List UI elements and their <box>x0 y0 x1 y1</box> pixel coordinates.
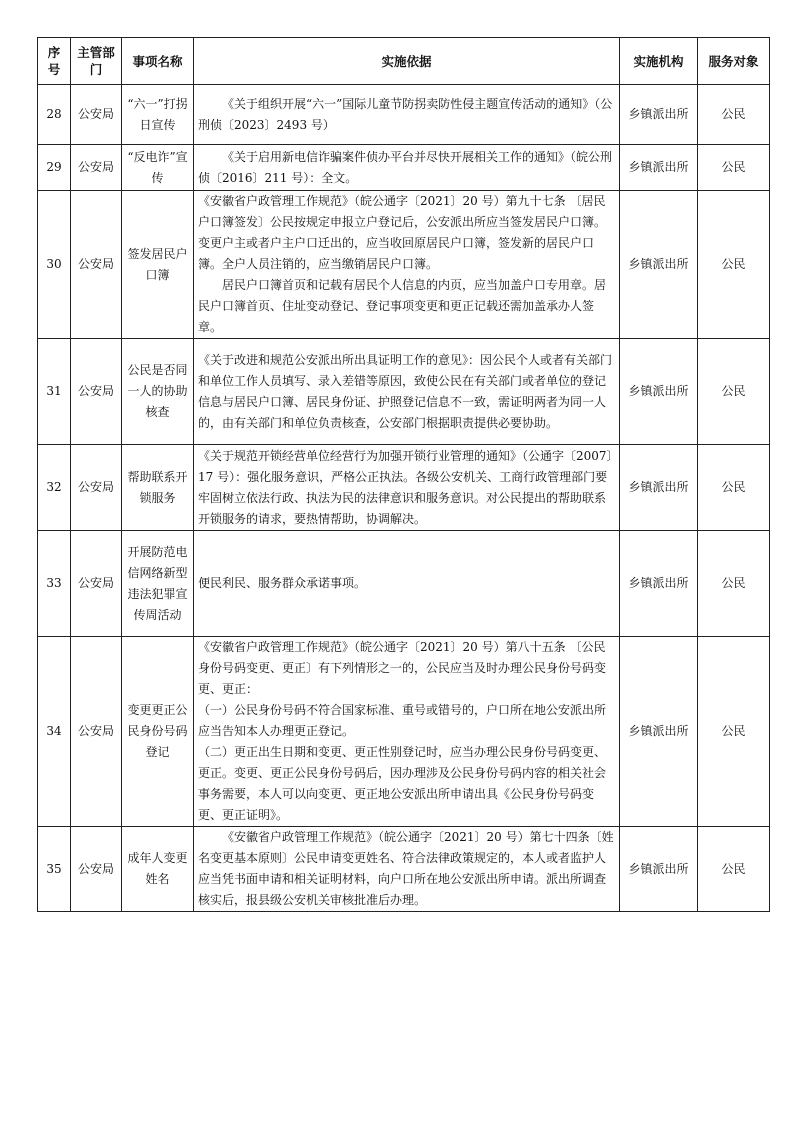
table-header <box>38 38 770 85</box>
cell-agency: 乡镇派出所 <box>620 637 698 827</box>
cell-target: 公民 <box>698 531 770 637</box>
cell-dept: 公安局 <box>71 339 122 445</box>
basis-paragraph: 《关于启用新电信诈骗案件侦办平台并尽快开展相关工作的通知》（皖公刑侦〔2016〕211 号）：全文。 <box>198 149 613 185</box>
cell-basis <box>194 191 620 339</box>
cell-item: 成年人变更姓名 <box>122 827 194 912</box>
cell-no: 29 <box>38 145 71 191</box>
cell-dept: 公安局 <box>71 191 122 339</box>
table-row <box>38 531 770 637</box>
cell-agency: 乡镇派出所 <box>620 827 698 912</box>
basis-paragraph: 《关于规范开锁经营单位经营行为加强开锁行业管理的通知》（公通字〔2007〕17 号）：强化服务意识，严格公正执法。各级公安机关、工商行政管理部门要牢固树立依法行政、执法为民的法律意识和服务意识。对公民提出的帮助联系开锁服务的请求，要热情帮助，协调解决。 <box>198 448 613 526</box>
cell-agency: 乡镇派出所 <box>620 445 698 531</box>
cell-dept: 公安局 <box>71 637 122 827</box>
cell-no: 34 <box>38 637 71 827</box>
basis-paragraph: 居民户口簿首页和记载有居民个人信息的内页，应当加盖户口专用章。居民户口簿首页、住址变动登记、登记事项变更和更正记载还需加盖承办人签章。 <box>198 278 607 334</box>
cell-dept: 公安局 <box>71 445 122 531</box>
cell-no: 32 <box>38 445 71 531</box>
header-item: 事项名称 <box>122 38 194 85</box>
cell-basis <box>194 339 620 445</box>
cell-item: 公民是否同一人的协助核查 <box>122 339 194 445</box>
header-basis: 实施依据 <box>194 38 620 85</box>
cell-dept: 公安局 <box>71 85 122 145</box>
table-row <box>38 145 770 191</box>
cell-agency: 乡镇派出所 <box>620 145 698 191</box>
basis-paragraph: （二）更正出生日期和变更、更正性别登记时，应当办理公民身份号码变更、更正。变更、更正公民身份号码后，因办理涉及公民身份号码内容的相关社会事务需要，本人可以向变更、更正地公安派出所申请出具《公民身份号码变更、更正证明》。 <box>198 745 607 822</box>
cell-target: 公民 <box>698 339 770 445</box>
table-row <box>38 339 770 445</box>
cell-basis <box>194 85 620 145</box>
cell-no: 28 <box>38 85 71 145</box>
cell-no: 35 <box>38 827 71 912</box>
table-row <box>38 85 770 145</box>
cell-target: 公民 <box>698 85 770 145</box>
cell-agency: 乡镇派出所 <box>620 191 698 339</box>
header-dept: 主管部门 <box>71 38 122 85</box>
basis-paragraph: 便民利民、服务群众承诺事项。 <box>198 576 367 590</box>
cell-item: 帮助联系开锁服务 <box>122 445 194 531</box>
basis-paragraph: 《安徽省户政管理工作规范》（皖公通字〔2021〕20 号）第八十五条 〔公民身份号码变更、更正〕有下列情形之一的，公民应当及时办理公民身份号码变更、更正： <box>198 640 607 696</box>
table-body <box>38 85 770 912</box>
basis-paragraph: 《安徽省户政管理工作规范》（皖公通字〔2021〕20 号）第九十七条 〔居民户口簿签发〕公民按规定申报立户登记后，公安派出所应当签发居民户口簿。变更户主或者户主户口迁出的，应当收回原居民户口簿，签发新的居民户口簿。全户人员注销的，应当缴销居民户口簿。 <box>198 194 607 271</box>
basis-paragraph: 《安徽省户政管理工作规范》（皖公通字〔2021〕20 号）第七十四条〔姓名变更基本原则〕公民申请变更姓名、符合法律政策规定的，本人或者监护人应当凭书面申请和相关证明材料，向户口所在地公安派出所申请。派出所调查核实后，报县级公安机关审核批准后办理。 <box>198 830 614 907</box>
cell-item: “六一”打拐日宣传 <box>122 85 194 145</box>
header-target: 服务对象 <box>698 38 770 85</box>
table-row <box>38 445 770 531</box>
cell-target: 公民 <box>698 637 770 827</box>
cell-target: 公民 <box>698 827 770 912</box>
cell-dept: 公安局 <box>71 531 122 637</box>
cell-agency: 乡镇派出所 <box>620 339 698 445</box>
header-no: 序号 <box>38 38 71 85</box>
cell-dept: 公安局 <box>71 145 122 191</box>
cell-basis <box>194 637 620 827</box>
cell-agency: 乡镇派出所 <box>620 531 698 637</box>
header-agency: 实施机构 <box>620 38 698 85</box>
cell-item: 开展防范电信网络新型违法犯罪宣传周活动 <box>122 531 194 637</box>
cell-item: 变更更正公民身份号码登记 <box>122 637 194 827</box>
header-row <box>38 38 770 85</box>
table-row <box>38 637 770 827</box>
basis-paragraph: 《关于组织开展“六一”国际儿童节防拐卖防性侵主题宣传活动的通知》（公刑侦〔2023〕2493 号） <box>198 96 613 132</box>
basis-paragraph: 《关于改进和规范公安派出所出具证明工作的意见》：因公民个人或者有关部门和单位工作人员填写、录入差错等原因，致使公民在有关部门或者单位的登记信息与居民户口簿、居民身份证、护照登记信息不一致，需证明两者为同一人的，由有关部门和单位负责核查，公安部门根据职责提供必要协助。 <box>198 352 613 430</box>
table-row <box>38 827 770 912</box>
cell-no: 30 <box>38 191 71 339</box>
cell-target: 公民 <box>698 145 770 191</box>
cell-agency: 乡镇派出所 <box>620 85 698 145</box>
cell-no: 31 <box>38 339 71 445</box>
cell-target: 公民 <box>698 445 770 531</box>
cell-no: 33 <box>38 531 71 637</box>
service-items-table <box>37 37 770 912</box>
table-row <box>38 191 770 339</box>
cell-basis <box>194 445 620 531</box>
cell-target: 公民 <box>698 191 770 339</box>
basis-paragraph: （一）公民身份号码不符合国家标准、重号或错号的，户口所在地公安派出所应当告知本人办理更正登记。 <box>198 703 607 738</box>
cell-item: 签发居民户口簿 <box>122 191 194 339</box>
cell-basis <box>194 145 620 191</box>
cell-item: “反电诈”宣传 <box>122 145 194 191</box>
cell-basis <box>194 827 620 912</box>
cell-dept: 公安局 <box>71 827 122 912</box>
cell-basis <box>194 531 620 637</box>
